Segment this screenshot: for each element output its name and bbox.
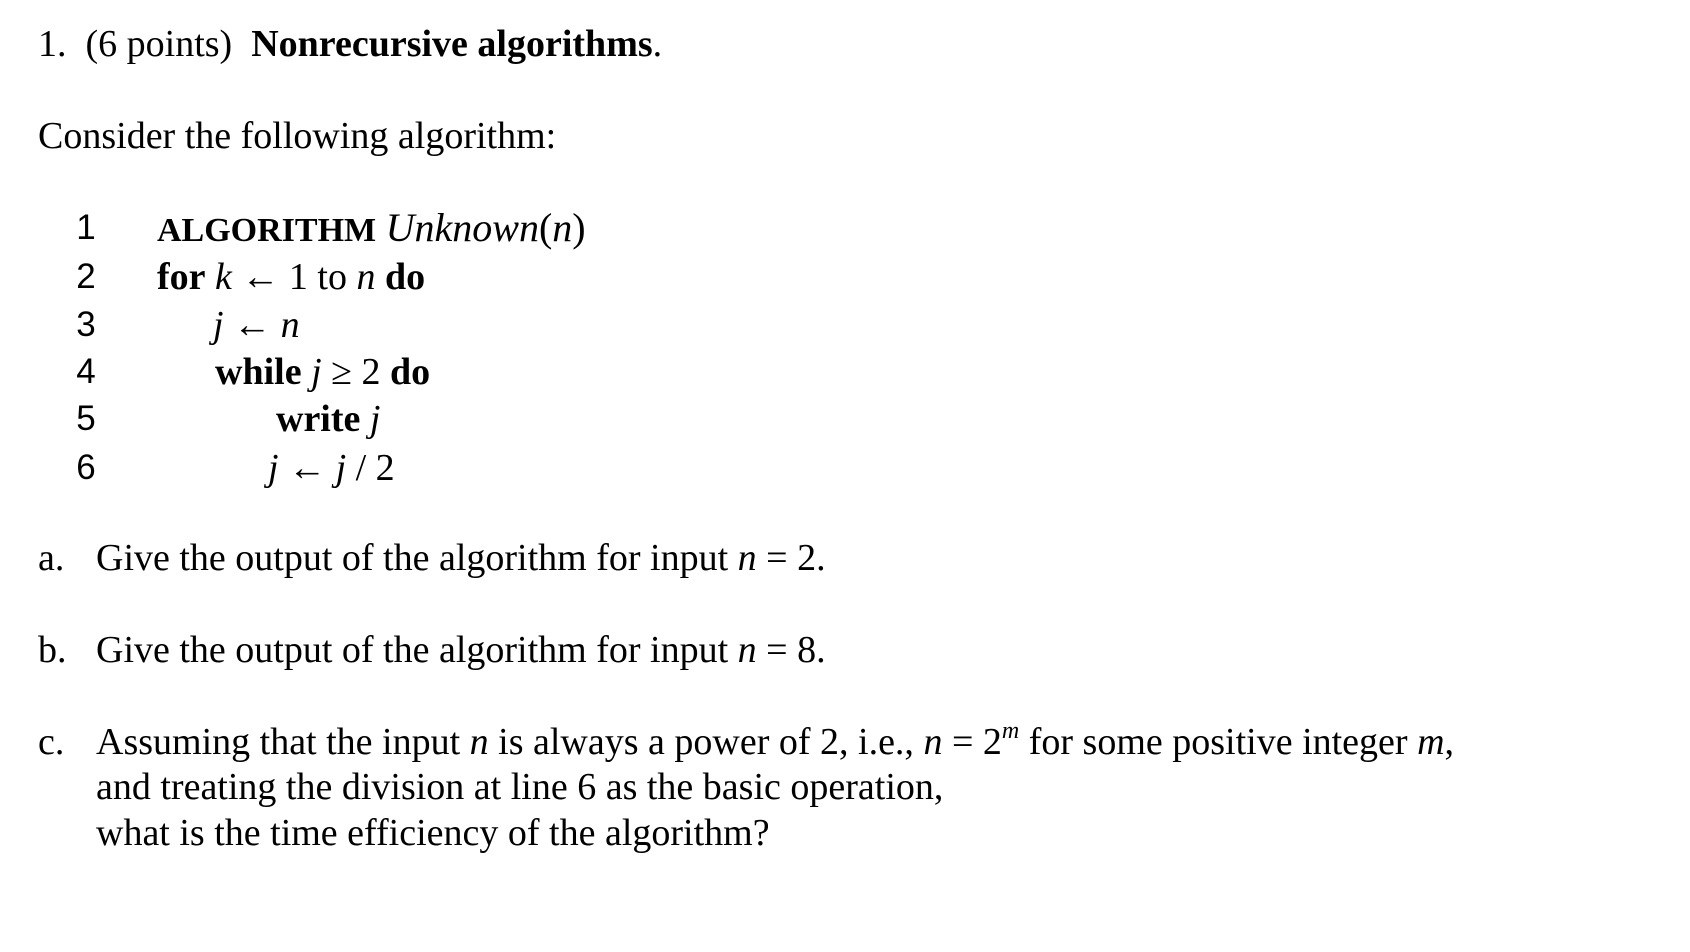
question-a-label: a.: [38, 537, 65, 579]
line-number-6: 6: [76, 448, 96, 487]
problem-points: (6 points): [85, 23, 233, 65]
question-c-label: c.: [38, 721, 65, 763]
question-c-comma: ,: [1444, 721, 1455, 763]
assign-arrow: ←: [278, 447, 336, 489]
while-keyword: while: [215, 351, 312, 393]
question-c-text-3: for some positive integer: [1019, 721, 1418, 763]
problem-title: Nonrecursive algorithms: [251, 23, 653, 65]
divide-by-two: / 2: [346, 447, 395, 489]
question-b: [38, 628, 826, 672]
question-c-line-2: and treating the division at line 6 as the basic operation,: [96, 766, 944, 808]
do-keyword: do: [375, 256, 426, 298]
problem-number: 1.: [38, 23, 67, 65]
question-a-text: Give the output of the algorithm for input: [96, 537, 738, 579]
problem-header: [38, 22, 662, 66]
line-number-2: 2: [76, 257, 96, 296]
do-keyword: do: [389, 351, 431, 393]
for-n: n: [356, 256, 376, 298]
question-c-line-1: [38, 720, 1454, 764]
question-b-tail: = 8.: [756, 629, 826, 671]
var-j: j: [213, 304, 224, 346]
intro-text: Consider the following algorithm:: [38, 115, 557, 157]
algorithm-name: Unknown: [385, 205, 539, 250]
while-condition: ≥ 2: [321, 351, 390, 393]
question-c-var-m: m: [1417, 721, 1445, 763]
question-c-var-n: n: [469, 721, 489, 763]
question-b-var: n: [737, 629, 757, 671]
paren-open: (: [538, 205, 553, 250]
code-line-4: [215, 350, 430, 394]
code-line-5: [276, 397, 380, 441]
question-c-line-3: what is the time efficiency of the algorithm?: [96, 812, 770, 854]
write-keyword: write: [276, 398, 370, 440]
question-c-equals: = 2: [942, 721, 1002, 763]
code-line-2: [157, 255, 425, 299]
question-a-var: n: [737, 537, 757, 579]
line-number-3: 3: [76, 305, 96, 344]
code-line-6: [268, 446, 395, 490]
question-b-text: Give the output of the algorithm for input: [96, 629, 738, 671]
problem-title-period: .: [652, 23, 663, 65]
loop-var-k: k: [215, 256, 232, 298]
question-b-label: b.: [38, 629, 67, 671]
code-line-3: [213, 303, 300, 347]
question-a: [38, 536, 826, 580]
question-a-tail: = 2.: [756, 537, 826, 579]
question-c-text-1: Assuming that the input: [96, 721, 470, 763]
var-n: n: [280, 304, 300, 346]
var-j: j: [335, 447, 347, 489]
line-number-5: 5: [76, 399, 96, 438]
var-j: j: [311, 351, 322, 393]
assign-arrow: ←: [223, 304, 281, 346]
question-c-exponent: m: [1001, 718, 1020, 744]
code-line-1: [157, 206, 586, 253]
for-keyword: for: [157, 256, 206, 298]
var-j: j: [369, 398, 381, 440]
for-range: ← 1 to: [231, 256, 357, 298]
question-c-text-2: is always a power of 2, i.e.,: [488, 721, 924, 763]
var-j: j: [268, 447, 279, 489]
algorithm-keyword: ALGORITHM: [157, 212, 377, 249]
line-number-4: 4: [76, 352, 96, 391]
paren-close: ): [572, 205, 586, 250]
algorithm-param: n: [552, 205, 573, 250]
line-number-1: 1: [76, 208, 96, 247]
question-c-var-n2: n: [923, 721, 943, 763]
